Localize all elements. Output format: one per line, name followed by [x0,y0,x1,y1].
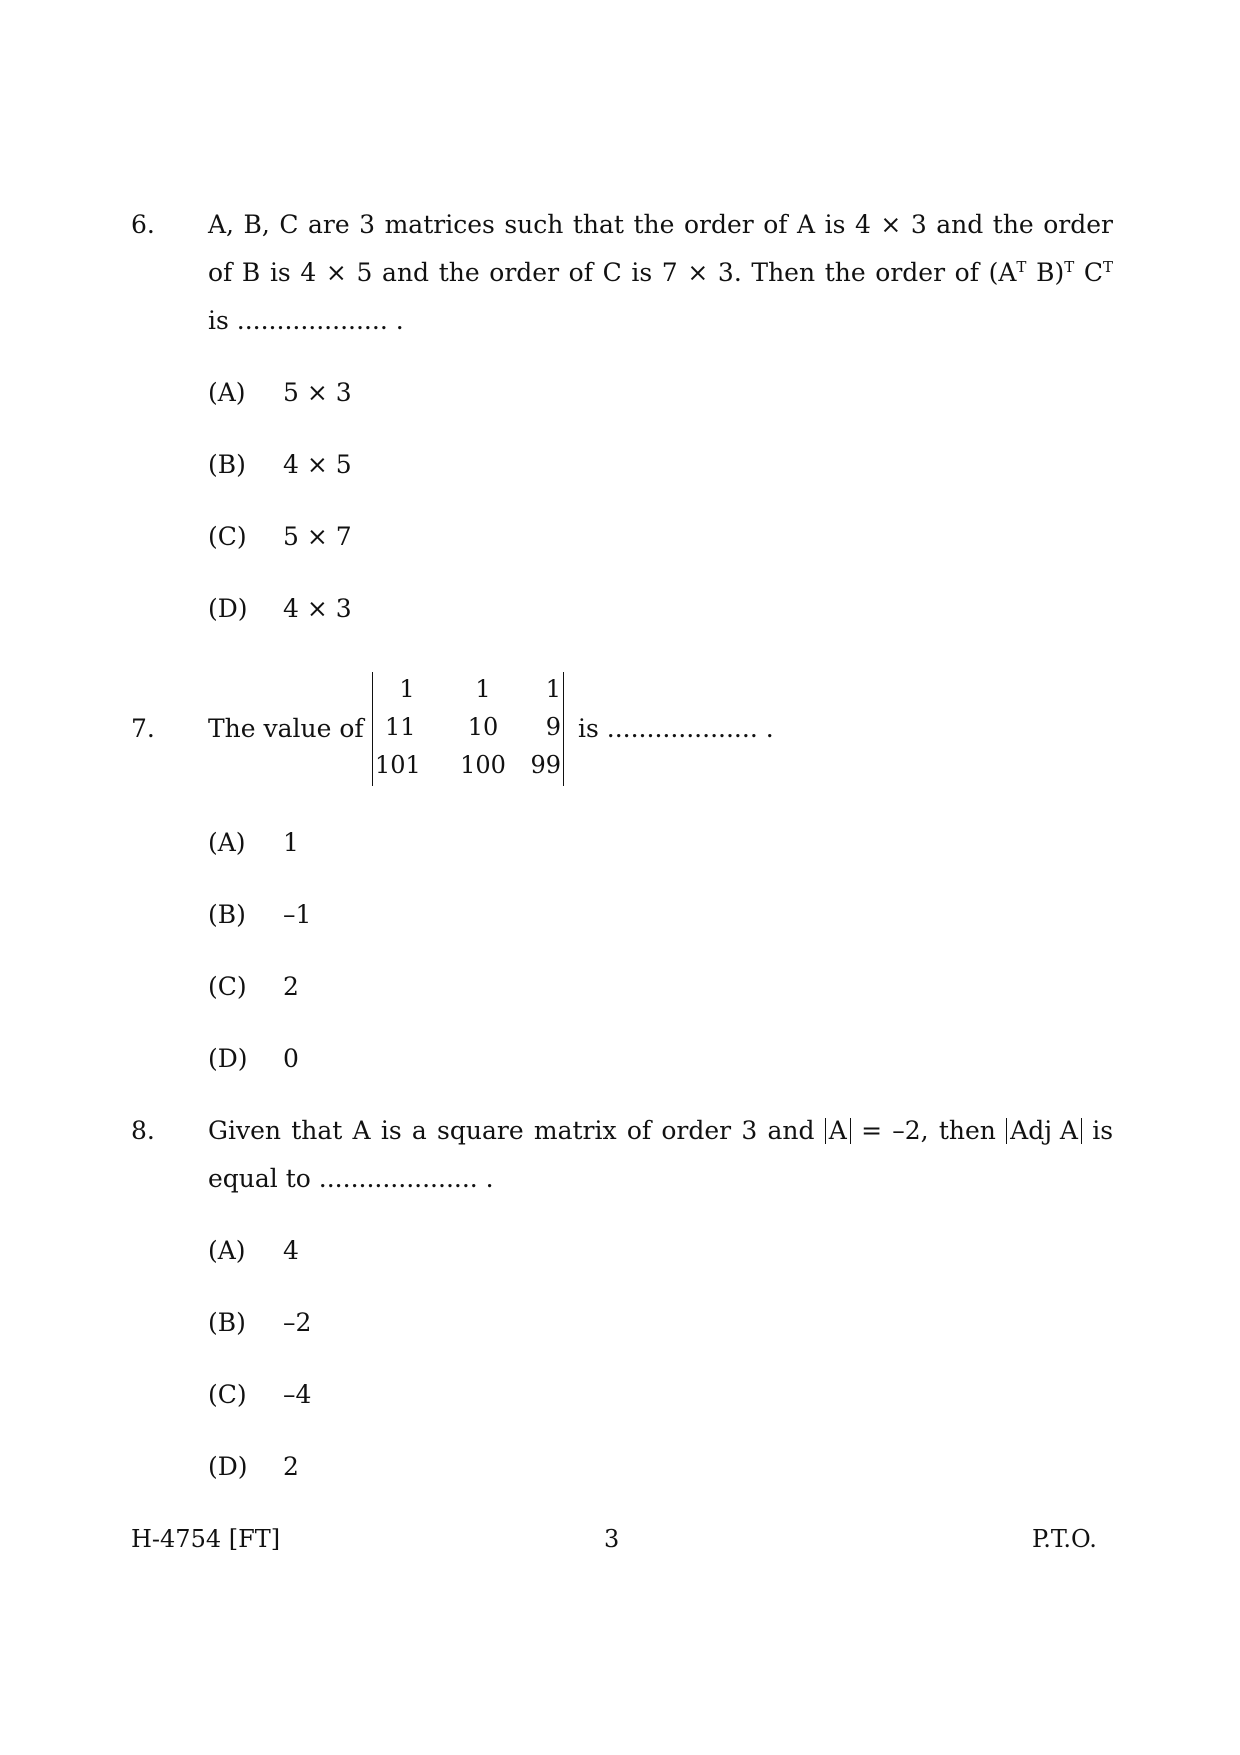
question-6-number: 6. [131,210,155,239]
question-6-line-2 [208,258,1113,288]
page-number: 3 [604,1525,620,1553]
question-6-line-1: A, B, C are 3 matrices such that the order of A is 4 × 3 and the order [208,210,1113,239]
determinant [372,672,564,786]
transpose-mark: T [1064,258,1075,276]
q7-option-d-text: 0 [283,1044,299,1073]
transpose-mark: T [1016,258,1027,276]
pto-label: P.T.O. [1032,1525,1097,1553]
q7-option-a-label: (A) [208,828,246,857]
det-cell: 1 [399,675,415,703]
det-cell: 1 [545,675,561,703]
transpose-mark: T [1102,258,1113,276]
q8-option-d-text: 2 [283,1452,299,1481]
question-7-number: 7. [131,714,155,743]
q7-option-b-text: –1 [283,900,312,929]
q6-line2-a: of B is 4 × 5 and the order of C is 7 × 3. Then the order of (A [208,258,1017,287]
q7-option-b-label: (B) [208,900,246,929]
q6-line2-c: C [1074,258,1103,287]
question-8-line-2: equal to .................... . [208,1164,494,1193]
paper-code: H-4754 [FT] [131,1525,281,1553]
det-cell: 100 [460,751,506,779]
det-cell: 1 [475,675,491,703]
q7-option-a-text: 1 [283,828,299,857]
q8-option-a-text: 4 [283,1236,299,1265]
det-cell: 10 [467,713,499,741]
question-7-suffix: is ................... . [578,714,774,743]
q6-option-b-text: 4 × 5 [283,450,352,479]
abs-det-a: A [825,1118,851,1144]
q7-option-c-text: 2 [283,972,299,1001]
question-8-number: 8. [131,1116,155,1145]
q8-option-b-text: –2 [283,1308,312,1337]
q6-option-a-label: (A) [208,378,246,407]
det-cell: 99 [530,751,561,779]
question-8-line-1 [208,1116,1113,1146]
q8-option-d-label: (D) [208,1452,248,1481]
det-cell: 11 [385,713,416,741]
q6-option-c-text: 5 × 7 [283,522,352,551]
det-cell: 9 [545,713,561,741]
q7-option-d-label: (D) [208,1044,248,1073]
q6-line2-b: B) [1026,258,1065,287]
q8-then: then [938,1116,996,1145]
q6-option-a-text: 5 × 3 [283,378,352,407]
q6-option-d-label: (D) [208,594,248,623]
q6-option-b-label: (B) [208,450,246,479]
det-cell: 101 [375,751,421,779]
question-7-prefix: The value of [208,714,364,743]
q8-option-c-label: (C) [208,1380,247,1409]
q6-option-c-label: (C) [208,522,247,551]
q8-option-c-text: –4 [283,1380,312,1409]
q8-option-b-label: (B) [208,1308,246,1337]
q6-option-d-text: 4 × 3 [283,594,352,623]
q8-line1-text: Given that A is a square matrix of order 3 and [208,1116,815,1145]
abs-adj-a: Adj A [1006,1118,1082,1144]
q8-is: is [1092,1116,1114,1145]
q7-option-c-label: (C) [208,972,247,1001]
question-6-line-3: is ................... . [208,306,404,335]
q8-option-a-label: (A) [208,1236,246,1265]
q8-equals: = –2, [861,1116,929,1145]
